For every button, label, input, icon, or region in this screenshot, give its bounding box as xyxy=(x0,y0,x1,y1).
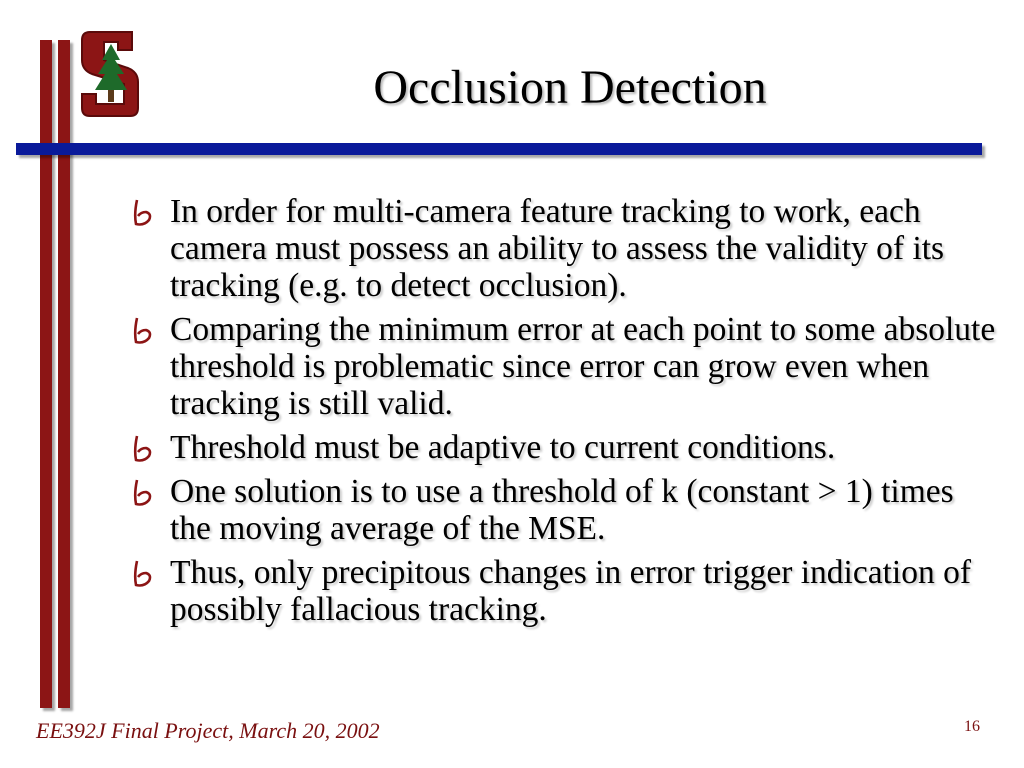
left-accent-bar-1 xyxy=(40,40,52,708)
bullet-item-3 xyxy=(130,429,1000,466)
footer-text: EE392J Final Project, March 20, 2002 xyxy=(36,718,380,743)
bullet-item-5 xyxy=(130,554,1000,628)
bullet-item-2 xyxy=(130,311,1000,422)
bullet-text: Thus, only precipitous changes in error trigger indication of possibly fallacious tracking. xyxy=(170,554,971,628)
bullet-item-4 xyxy=(130,473,1000,547)
bullet-glyph-icon xyxy=(130,558,156,588)
bullet-glyph-icon xyxy=(130,477,156,507)
stanford-logo-icon xyxy=(78,28,144,120)
page-number: 16 xyxy=(964,718,980,735)
title-divider xyxy=(16,143,982,155)
bullet-glyph-icon xyxy=(130,433,156,463)
bullet-item-1 xyxy=(130,193,1000,304)
bullet-list xyxy=(130,193,1000,635)
bullet-text: In order for multi-camera feature tracking to work, each camera must possess an ability to assess the validity of its tracking (e.g. to detect occlusion). xyxy=(170,193,945,304)
bullet-glyph-icon xyxy=(130,197,156,227)
bullet-text: Comparing the minimum error at each point to some absolute threshold is problematic since error can grow even when tracking is still valid. xyxy=(170,311,996,422)
left-accent-bar-2 xyxy=(58,40,70,708)
bullet-text: One solution is to use a threshold of k (constant > 1) times the moving average of the MSE. xyxy=(170,473,954,547)
bullet-text: Threshold must be adaptive to current conditions. xyxy=(170,429,836,466)
bullet-glyph-icon xyxy=(130,315,156,345)
slide-title: Occlusion Detection xyxy=(373,61,767,114)
